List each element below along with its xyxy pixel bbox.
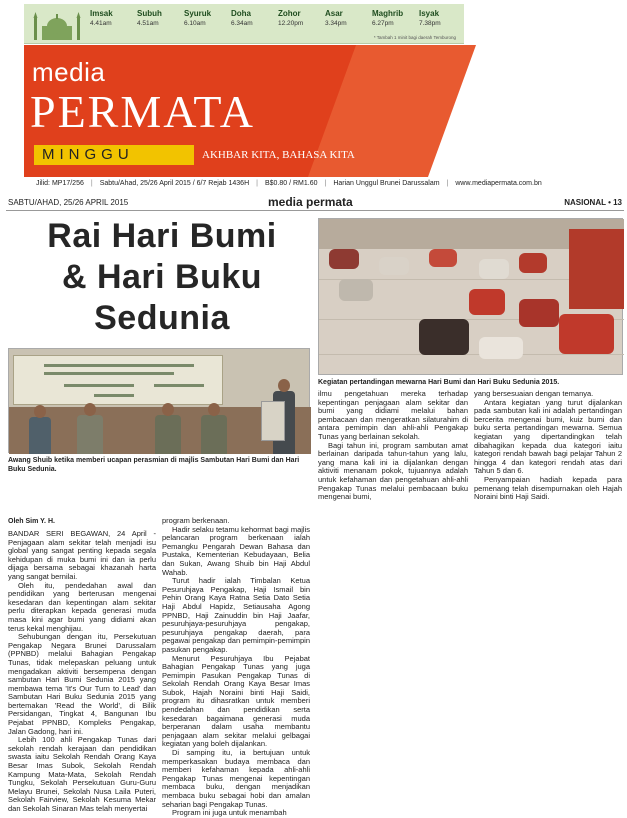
article-paragraph: Menurut Pesuruhjaya Ibu Pejabat Bahagian Pengakap Tunas yang juga Pemimpin Pasukan Pengakap Tunas di Sekolah Rendah Orang Kaya Besar Imas Subok, Hajah Noraini binti Haji Saidi, program itu dihasratkan untuk memberi pendedahan dan pendidikan serta kesedaran bagaimana generasi muda berperanan dalam usaha membantu penjagaan alam sekitar melalui gelbagai kegiatan yang boleh dijalankan. bbox=[162, 653, 310, 749]
prayer-time-doha bbox=[231, 9, 273, 27]
article-column-1 bbox=[8, 529, 156, 813]
article-column-3 bbox=[318, 390, 468, 520]
separator: | bbox=[90, 180, 93, 187]
headline-line-1: Rai Hari Bumi bbox=[47, 217, 277, 255]
article-headline bbox=[12, 216, 312, 339]
website: www.mediapermata.com.bn bbox=[455, 180, 542, 187]
prayer-times-bar bbox=[24, 4, 464, 44]
page-date: SABTU/AHAD, 25/26 APRIL 2015 bbox=[8, 198, 129, 207]
byline: Oleh Sim Y. H. bbox=[8, 518, 55, 525]
prayer-time: 12.20pm bbox=[278, 20, 304, 27]
prayer-time: 3.34pm bbox=[325, 20, 347, 27]
paper-motto: Harian Unggul Brunei Darussalam bbox=[333, 180, 440, 187]
volume-info: Jilid: MP17/256 bbox=[36, 180, 84, 187]
article-paragraph: Oleh itu, pendedahan awal dan pendidikan yang berterusan mengenai kesedaran dan kepentingan alam sekitar perlu diterapkan kepada generasi muda masa kini agar bumi yang didiami akan terus kekal menghijau. bbox=[8, 580, 156, 633]
ceremony-photo bbox=[8, 348, 310, 453]
prayer-time-asar bbox=[325, 9, 367, 27]
prayer-name: Subuh bbox=[137, 9, 162, 18]
prayer-time: 6.34am bbox=[231, 20, 253, 27]
prayer-time-maghrib bbox=[372, 9, 414, 27]
separator: | bbox=[256, 180, 258, 187]
prayer-time: 4.51am bbox=[137, 20, 159, 27]
masthead bbox=[24, 45, 422, 177]
masthead-minggu: MINGGU bbox=[42, 146, 134, 163]
article-paragraph: Program ini juga untuk menambah bbox=[172, 808, 287, 818]
prayer-time-imsak bbox=[90, 9, 132, 27]
publication-info-strip bbox=[36, 180, 606, 192]
article-paragraph: Sehubungan dengan itu, Persekutuan Pengakap Negara Brunei Darussalam (PPNBD) melalui Bahagian Pengakap Tunas, tidak melepaskan peluang untuk mengadakan aktiviti bersempena dengan sambutan Hari Bumi Sedunia 2015 yang membawa tema 'It's Our Turn to Lead' dan Sambutan Hari Buku Sedunia 2015 yang bertemakan 'Read the World', di Bilik Persidangan, Tingkat 4, Bangunan Ibu Pejabat PPNBD, Kompleks Pengakap, Jalan Gadong, hari ini. bbox=[8, 632, 156, 736]
prayer-time-zohor bbox=[278, 9, 320, 27]
prayer-time: 4.41am bbox=[90, 20, 112, 27]
prayer-time: 7.38pm bbox=[419, 20, 441, 27]
prayer-name: Syuruk bbox=[184, 9, 212, 18]
article-column-2 bbox=[162, 516, 310, 818]
separator: | bbox=[446, 180, 449, 187]
caption-left: Awang Shuib ketika memberi ucapan perasmian di majlis Sambutan Hari Bumi dan Hari Buku Sedunia. bbox=[8, 457, 300, 473]
article-paragraph: BANDAR SERI BEGAWAN, 24 April - Penjagaan alam sekitar telah menjadi isu global yang sangat penting kepada segala kehidupan di muka bumi ini dan ia perlu dijaga bersama sebagai khazanah harta yang sangat bernilai. bbox=[8, 529, 156, 581]
prayer-name: Isyak bbox=[419, 9, 440, 18]
issue-date: Sabtu/Ahad, 25/26 April 2015 / 6/7 Rejab 1436H bbox=[99, 180, 250, 187]
article-paragraph: Bagi tahun ini, program sambutan amat berlainan daripada tahun-tahun yang lalu, yang mana kali ini ia dijalankan dengan aktiviti menanam pokok, tujuannya adalah untuk kefahaman dan pengetahuan ahli-ahli Pengakap Tunas melalui pembacaan buku mengenai bumi, bbox=[318, 440, 468, 502]
article-paragraph: Lebih 100 ahli Pengakap Tunas dari sekolah rendah kerajaan dan pendidikan swasta iaitu Sekolah Rendah Orang Kaya Besar Imas Subok, Sekolah Rendah Kampung Mata-Mata, Sekolah Rendah Tungku, Sekolah Persekutuan Guru-Guru Melayu Brunei, Sekolah Nusa Laila Puteri, Sekolah Fairview, Sekolah Kesuma Mekar dan Sekolah Sinaran Mas telah menyertai bbox=[8, 735, 156, 813]
prayer-note: * Tambah 1 minit bagi daerah Temburong bbox=[373, 35, 456, 40]
headline-line-3: Sedunia bbox=[94, 299, 230, 337]
article-paragraph: program berkenaan. bbox=[162, 516, 230, 525]
page-section: NASIONAL • 13 bbox=[564, 198, 622, 207]
headline-line-2: & Hari Buku bbox=[61, 258, 263, 296]
price: B$0.80 / RM1.60 bbox=[264, 180, 318, 187]
article-column-4 bbox=[474, 390, 622, 520]
article-paragraph: Antara kegiatan yang turut dijalankan pada sambutan kali ini adalah pertandingan bercerita mengenai bumi, kuiz bumi dan buku serta pertandingan mewarna. Semua kegiatan yang dipertandingkan telah dibahagikan kepada dua kategori iaitu kategori rendah bawah bagi pelajar Tahun 2 hingga 4 dan kategori rendah atas dari Tahun 5 dan 6. bbox=[474, 397, 622, 476]
prayer-time-syuruk bbox=[184, 9, 226, 27]
article-paragraph: Di samping itu, ia bertujuan untuk memperkasakan budaya membaca dan memberi kefahaman kepada ahli-ahli Pengakap Tunas mengenai kepentingan membaca buku, dengan menjadikan membaca buku sebagai hobi dan amalan seharian bagi Pengakap Tunas. bbox=[162, 748, 310, 809]
masthead-permata: PERMATA bbox=[30, 86, 256, 137]
prayer-time: 6.27pm bbox=[372, 20, 394, 27]
masthead-tagline: AKHBAR KITA, BAHASA KITA bbox=[202, 149, 355, 161]
article-paragraph: Turut hadir ialah Timbalan Ketua Pesuruhjaya Pengakap, Haji Ismail bin Pehin Orang Kaya Ratna Setia Dato Setia Haji Abdul Hapidz, Setiausaha Agong PPNBD, Haji Zainuddin bin Haji Jaafar, pesuruhjaya-pesuruhjaya pengakap, pesuruhjaya pengakap daerah, para pegawai pengakap dan pemimpin-pemimpin pasukan pengakap. bbox=[162, 576, 310, 654]
prayer-name: Doha bbox=[231, 9, 251, 18]
podium bbox=[261, 401, 285, 441]
page-header bbox=[6, 197, 624, 211]
prayer-name: Asar bbox=[325, 9, 343, 18]
prayer-name: Imsak bbox=[90, 9, 113, 18]
page-brand: media permata bbox=[268, 195, 353, 209]
prayer-name: Maghrib bbox=[372, 9, 404, 18]
article-paragraph: Hadir selaku tetamu kehormat bagi majlis pelancaran program berkenaan ialah Pemangku Pengarah Dewan Bahasa dan Pustaka, Kementerian Kebudayaan, Belia dan Sukan, Awang Shuib bin Haji Abdul Wahab. bbox=[162, 524, 310, 577]
article-paragraph: Penyampaian hadiah kepada para pemenang telah disempurnakan oleh Hajah Noraini binti Haji Saidi. bbox=[474, 474, 622, 502]
masthead-media: media bbox=[32, 57, 106, 87]
caption-right: Kegiatan pertandingan mewarna Hari Bumi dan Hari Buku Sedunia 2015. bbox=[318, 379, 560, 386]
article-paragraph: ilmu pengetahuan mereka terhadap kepentingan penjagaan alam sekitar dan bumi yang didiami melalui bahan pembacaan dan mengeratkan silaturahim di antara pemimpin dan ahli-ahli Pengakap Tunas yang berlainan sekolah. bbox=[318, 389, 468, 441]
separator: | bbox=[324, 180, 327, 187]
prayer-name: Zohor bbox=[278, 9, 301, 18]
prayer-time: 6.10am bbox=[184, 20, 206, 27]
article-paragraph: yang bersesuaian dengan temanya. bbox=[474, 389, 594, 398]
event-banner bbox=[13, 355, 223, 405]
prayer-time-isyak bbox=[419, 9, 461, 27]
prayer-time-subuh bbox=[137, 9, 179, 27]
colouring-contest-photo bbox=[318, 218, 623, 375]
mosque-icon bbox=[28, 10, 86, 40]
